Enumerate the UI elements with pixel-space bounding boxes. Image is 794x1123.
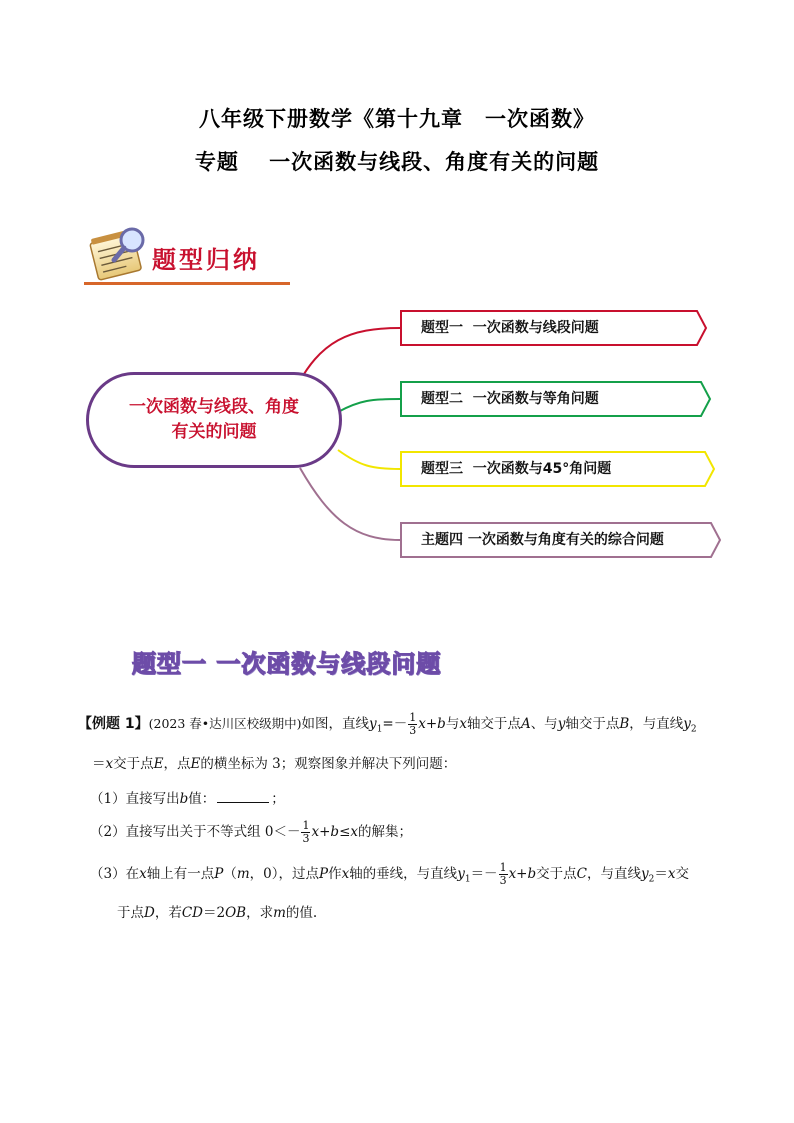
mindmap-root [86, 372, 342, 468]
text: 的横坐标为 3；观察图象并解决下列问题： [200, 756, 457, 772]
question-2 [90, 820, 412, 845]
var-y: y [683, 716, 691, 732]
text: ＝ [92, 756, 106, 772]
mindmap-branch-3 [400, 451, 730, 487]
text: ，与直线 [586, 866, 641, 882]
text: 值： [188, 791, 216, 807]
text: 与 [445, 716, 460, 732]
problem-line-2 [92, 752, 456, 772]
example-tag: 【例题 1】 [78, 716, 149, 732]
section-title: 题型一 一次函数与线段问题 [132, 650, 442, 678]
point-p: P [318, 866, 329, 882]
var-y: y [457, 866, 465, 882]
text: 轴交于点 [466, 716, 521, 732]
text: ，0），过点 [249, 866, 319, 882]
mindmap-branch-4 [400, 522, 730, 558]
branch-label-4: 主题四 一次函数与角度有关的综合问题 [421, 532, 664, 548]
point-a: A [520, 716, 531, 732]
text: ，与直线 [629, 716, 684, 732]
connector-branch-3 [338, 450, 400, 469]
mindmap-root-line2: 有关的问题 [171, 422, 257, 442]
frac-den: 3 [499, 874, 507, 887]
text: 轴上有一点 [146, 866, 215, 882]
segment-cd: CD [181, 905, 203, 921]
mindmap-branch-2 [400, 381, 730, 417]
subscript: 2 [690, 724, 697, 735]
text: =－ [382, 716, 408, 732]
connector-branch-2 [338, 399, 400, 412]
frac-num: 1 [302, 819, 310, 832]
text: 交 [675, 866, 689, 882]
mindmap-root-line1: 一次函数与线段、角度 [129, 397, 299, 417]
var-m: m [236, 866, 250, 882]
var-y: y [369, 716, 377, 732]
point-b: B [619, 716, 630, 732]
subscript: 1 [464, 874, 471, 885]
question-3 [90, 862, 689, 887]
text: ＝－ [470, 866, 498, 882]
problem-source: (2023 春•达川区校级期中) [148, 716, 302, 731]
var-y: y [640, 866, 649, 882]
text: 轴的垂线，与直线 [349, 866, 458, 882]
text: ＝2 [202, 905, 226, 921]
var-x: x [105, 756, 114, 772]
subscript: 2 [648, 874, 655, 885]
text: （ [223, 866, 237, 882]
problem-line-1 [78, 712, 697, 737]
point-d: D [144, 905, 155, 921]
expr-xb: x+b [508, 866, 537, 882]
var-x: x [350, 824, 358, 840]
text: ＝ [654, 866, 668, 882]
text: 轴交于点 [565, 716, 620, 732]
var-m: m [273, 905, 286, 921]
text: 如图，直线 [301, 716, 370, 732]
text: 交于点 [536, 866, 577, 882]
frac-den: 3 [302, 832, 310, 845]
branch-label-2: 题型二 一次函数与等角问题 [421, 391, 599, 407]
subscript: 1 [376, 724, 383, 735]
point-c: C [576, 866, 587, 882]
text: ，点 [163, 756, 191, 772]
text: 交于点 [113, 756, 154, 772]
text: （1）直接写出 [90, 791, 180, 807]
point-e: E [190, 756, 201, 772]
text: （3）在 [90, 866, 140, 882]
answer-blank [217, 790, 269, 803]
point-e: E [153, 756, 164, 772]
fraction-one-third [408, 712, 417, 737]
frac-num: 1 [499, 861, 507, 874]
question-1 [90, 787, 285, 807]
branch-label-1: 题型一 一次函数与线段问题 [421, 320, 599, 336]
text: 作 [328, 866, 342, 882]
expr-xb: x+b [311, 824, 340, 840]
mindmap-branch-1 [400, 310, 730, 346]
text: ≤ [339, 824, 351, 840]
var-x: x [667, 866, 676, 882]
question-3-continued [117, 901, 317, 921]
document-subtitle: 专题 一次函数与线段、角度有关的问题 [194, 149, 600, 174]
text: 的解集； [358, 824, 412, 840]
text: ； [271, 791, 285, 807]
text: （2）直接写出关于不等式组 0＜－ [90, 824, 301, 840]
section-header-label: 题型归纳 [152, 246, 260, 274]
var-x: x [459, 716, 467, 732]
segment-ob: OB [225, 905, 247, 921]
text: ，若 [154, 905, 182, 921]
text: 于点 [117, 905, 144, 921]
text: ，求 [246, 905, 274, 921]
text: 、与 [530, 716, 558, 732]
expr-xb: x+b [418, 716, 446, 732]
fraction-one-third [499, 862, 508, 887]
connector-branch-4 [300, 468, 400, 540]
var-x: x [341, 866, 350, 882]
document-title: 八年级下册数学《第十九章 一次函数》 [199, 106, 595, 131]
fraction-one-third [301, 820, 310, 845]
var-x: x [139, 866, 147, 882]
text: 的值. [285, 905, 318, 921]
branch-label-3: 题型三 一次函数与45°角问题 [421, 461, 612, 477]
header-underline [84, 282, 290, 285]
frac-num: 1 [409, 711, 417, 724]
frac-den: 3 [409, 724, 417, 737]
var-b: b [179, 791, 189, 807]
var-y: y [557, 716, 566, 732]
point-p: P [214, 866, 224, 882]
